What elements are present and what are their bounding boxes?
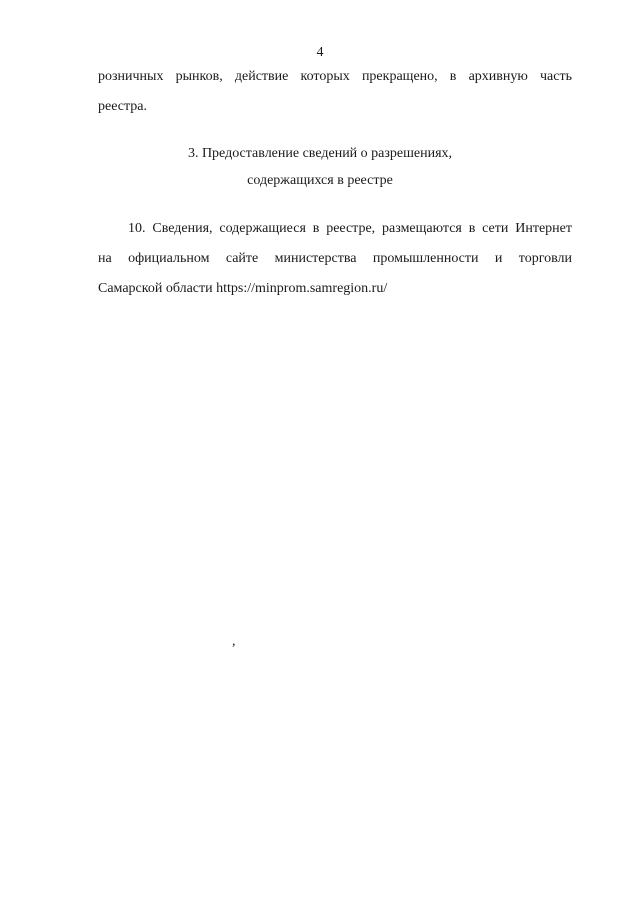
paragraph-10-line-3: Самарской области https://minprom.samregion.ru/ [98,281,388,296]
paragraph-10-line-1: 10. Сведения, содержащиеся в реестре, размещаются в сети Интернет [128,221,572,236]
continued-line-1: розничных рынков, действие которых прекращено, в архивную часть [98,69,572,84]
section-heading-line-2: содержащихся в реестре [247,173,393,188]
continued-paragraph [98,62,572,122]
paragraph-10-line-2: на официальном сайте министерства промышленности и торговли [98,251,572,266]
paragraph-10 [98,214,572,304]
section-heading-line-1: 3. Предоставление сведений о разрешениях, [187,146,453,161]
page-number: 4 [316,45,324,60]
continued-line-2: реестра. [98,99,147,114]
stray-mark: , [232,634,236,649]
